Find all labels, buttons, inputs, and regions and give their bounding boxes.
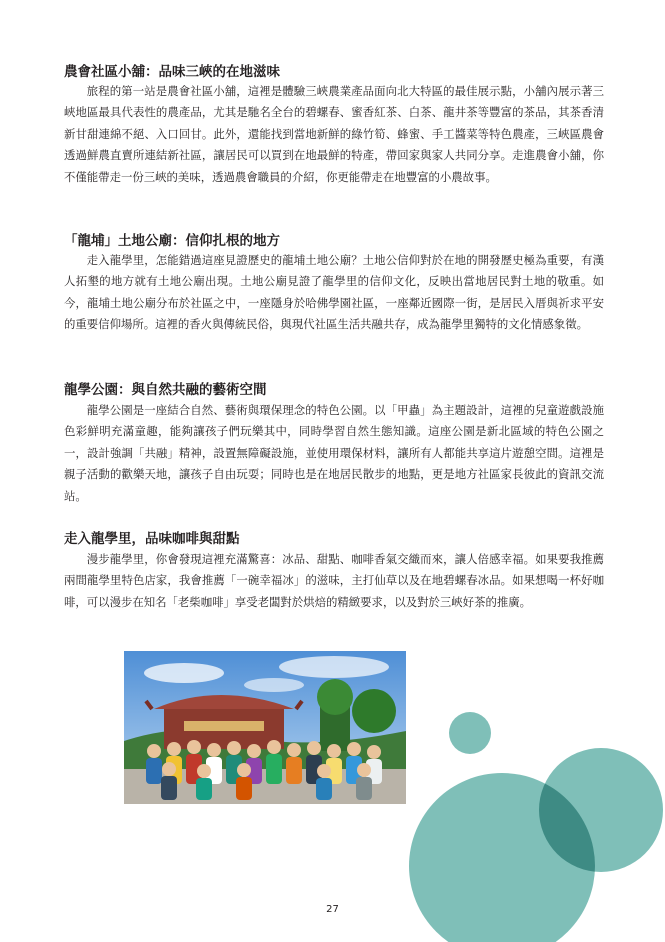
circle-overlap xyxy=(539,748,663,872)
section-body-farmers-shop: 旅程的第一站是農會社區小舖，這裡是體驗三峽農業產品面向北大特區的最佳展示點，小舖內展示著三峽地區最具代表性的農產品，尤其是馳名全台的碧螺春、蜜香紅茶、白茶、龍井茶等豐富的茶品，其茶香清新甘甜連綿不絕、入口回甘。此外，還能找到當地新鮮的綠竹筍、蜂蜜、手工醬菜等特色農產，三峽區農會透過鮮農直賣所連結新社區，讓居民可以買到在地最鮮的特產，帶回家與家人共同分享。走進農會小舖，你不僅能帶走一份三峽的美味，透過農會職員的介紹，你更能帶走在地豐富的小農故事。 xyxy=(64,84,604,184)
small-teal-circle xyxy=(449,712,491,754)
section-body-cafe: 漫步龍學里，你會發現這裡充滿驚喜：冰品、甜點、咖啡香氣交織而來，讓人倍感幸福。如果要我推薦兩間龍學里特色店家，我會推薦「一碗幸福冰」的滋味，主打仙草以及在地碧螺春冰品。如果想喝一杯好咖啡，可以漫步在知名「老柴咖啡」享受老闆對於烘焙的精緻要求，以及對於三峽好茶的推廣。 xyxy=(64,552,604,609)
section-body-park: 龍學公園是一座結合自然、藝術與環保理念的特色公園。以「甲蟲」為主題設計，這裡的兒童遊戲設施色彩鮮明充滿童趣，能夠讓孩子們玩樂其中，同時學習自然生態知識。這座公園是新北區域的特色公園之一，設計強調「共融」精神，設置無障礙設施，並使用環保材料，讓所有人都能共享這片遊憩空間。這裡是親子活動的歡樂天地，讓孩子自由玩耍；同時也是在地居民散步的地點，更是地方社區家長彼此的資訊交流站。 xyxy=(64,403,604,503)
section-title-temple: 「龍埔」土地公廟：信仰扎根的地方 xyxy=(64,233,280,249)
group-photo-image xyxy=(124,651,406,804)
page-number: 27 xyxy=(326,904,339,915)
large-teal-circle xyxy=(409,773,595,942)
section-title-park: 龍學公園：與自然共融的藝術空間 xyxy=(64,382,267,398)
section-title-farmers-shop: 農會社區小舖：品味三峽的在地滋味 xyxy=(64,64,280,80)
right-teal-circle xyxy=(539,748,663,872)
section-body-temple: 走入龍學里，怎能錯過這座見證歷史的龍埔土地公廟？土地公信仰對於在地的開發歷史極為重要，有漢人拓墾的地方就有土地公廟出現。土地公廟見證了龍學里的信仰文化，反映出當地居民對土地的敬重。如今，龍埔土地公廟分布於社區之中，一座隱身於哈佛學園社區，一座鄰近國際一街，是居民入厝與祈求平安的重要信仰場所。這裡的香火與傳統民俗，與現代社區生活共融共存，成為龍學里獨特的文化情感象徵。 xyxy=(64,253,604,332)
section-title-cafe: 走入龍學里，品味咖啡與甜點 xyxy=(64,531,240,547)
